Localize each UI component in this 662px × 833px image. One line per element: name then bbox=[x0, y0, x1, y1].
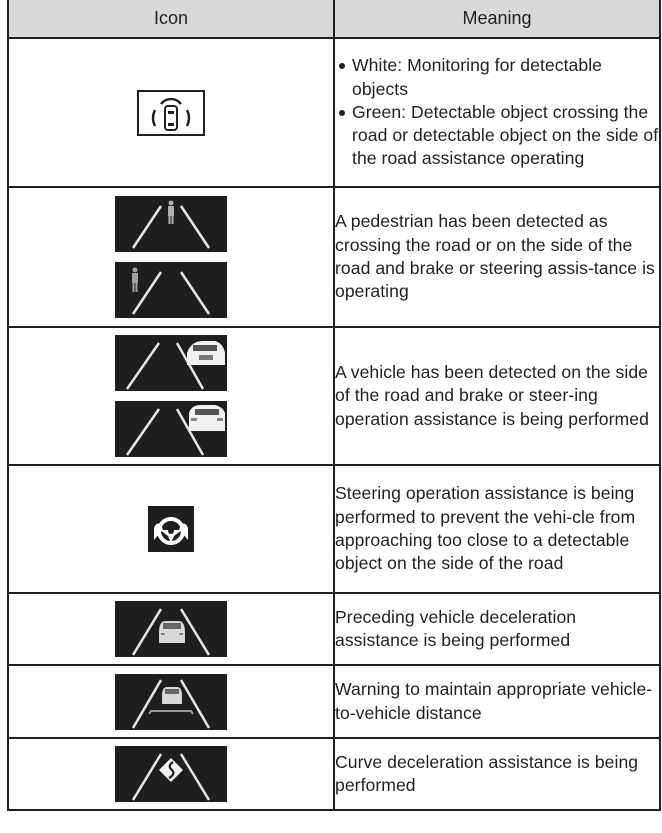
table-row bbox=[8, 327, 660, 465]
table-row bbox=[8, 593, 660, 665]
table-row bbox=[8, 738, 660, 810]
preceding-vehicle-icon bbox=[115, 601, 227, 657]
icon-cell bbox=[8, 738, 334, 810]
column-header-meaning: Meaning bbox=[334, 0, 660, 38]
icon-cell bbox=[8, 38, 334, 187]
meaning-cell bbox=[334, 38, 660, 187]
table-row bbox=[8, 187, 660, 327]
table-header-row bbox=[8, 0, 660, 38]
curve-deceleration-icon bbox=[115, 746, 227, 802]
bullet-green: Green: Detectable object crossing the road or detectable object on the side of the road assistance operating bbox=[335, 101, 659, 171]
meaning-cell: Steering operation assistance is being performed to prevent the vehi-cle from approaching too close to a detectable object on the side of the road bbox=[334, 465, 660, 593]
pedestrian-center-road-icon bbox=[115, 196, 227, 252]
vehicle-roadside-front-icon bbox=[115, 335, 227, 391]
bullet-white: White: Monitoring for detectable objects bbox=[335, 54, 659, 101]
steering-assist-icon bbox=[148, 506, 194, 552]
icon-cell bbox=[8, 187, 334, 327]
table-row bbox=[8, 38, 660, 187]
meaning-cell: Curve deceleration assistance is being performed bbox=[334, 738, 660, 810]
table-row bbox=[8, 465, 660, 593]
icon-cell bbox=[8, 465, 334, 593]
icon-cell bbox=[8, 665, 334, 738]
vehicle-roadside-rear-icon bbox=[115, 401, 227, 457]
icon-cell bbox=[8, 593, 334, 665]
meaning-cell: Preceding vehicle deceleration assistance is being performed bbox=[334, 593, 660, 665]
icon-meaning-table bbox=[7, 0, 661, 811]
icon-cell bbox=[8, 327, 334, 465]
meaning-cell: A vehicle has been detected on the side of the road and brake or steer-ing operation assistance is being performed bbox=[334, 327, 660, 465]
table-row bbox=[8, 665, 660, 738]
vehicle-distance-warning-icon bbox=[115, 674, 227, 730]
column-header-icon: Icon bbox=[8, 0, 334, 38]
meaning-bullet-list bbox=[335, 54, 659, 170]
meaning-cell: A pedestrian has been detected as crossing the road or on the side of the road and brake or steering assis-tance is operating bbox=[334, 187, 660, 327]
pedestrian-roadside-icon bbox=[115, 262, 227, 318]
sensor-monitoring-icon bbox=[137, 90, 205, 136]
meaning-cell: Warning to maintain appropriate vehicle-to-vehicle distance bbox=[334, 665, 660, 738]
